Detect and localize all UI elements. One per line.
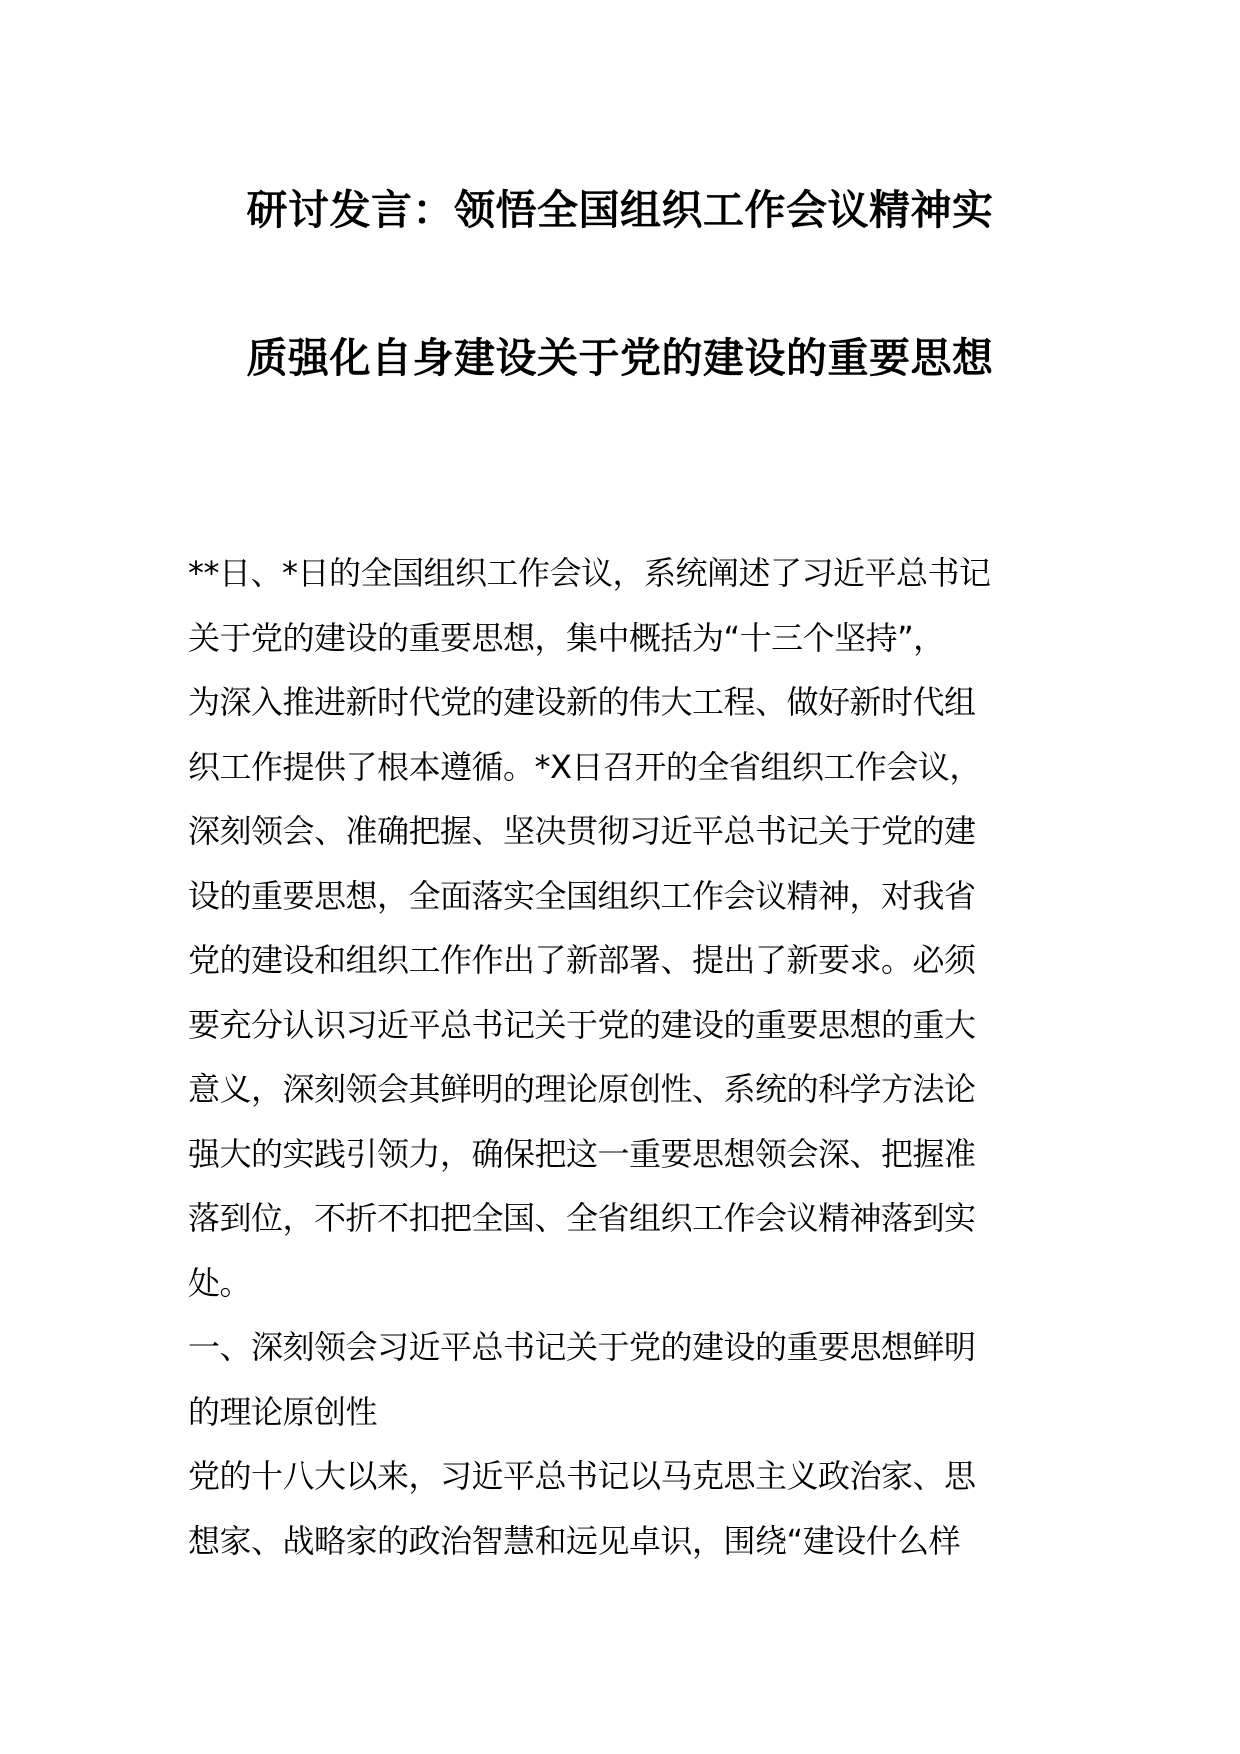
body-line: 为深入推进新时代党的建设新的伟大工程、做好新时代组 (188, 683, 976, 721)
body-line: 落到位，不折不扣把全国、全省组织工作会议精神落到实 (188, 1199, 976, 1237)
body-line: 党的建设和组织工作作出了新部署、提出了新要求。必须 (188, 941, 976, 979)
body-line: 深刻领会、准确把握、坚决贯彻习近平总书记关于党的建 (188, 812, 976, 850)
body-line: 设的重要思想，全面落实全国组织工作会议精神，对我省 (188, 876, 976, 915)
section-heading-line: 一、深刻领会习近平总书记关于党的建设的重要思想鲜明 (188, 1328, 976, 1366)
body-line: 意义，深刻领会其鲜明的理论原创性、系统的科学方法论 (188, 1070, 976, 1108)
body-line: 想家、战略家的政治智慧和远见卓识，围绕“建设什么样 (188, 1521, 961, 1560)
body-line: 织工作提供了根本遵循。*X日召开的全省组织工作会议， (188, 747, 981, 786)
body-line: 关于党的建设的重要思想，集中概括为“十三个坚持”， (188, 618, 945, 657)
document-title-line-1: 研讨发言：领悟全国组织工作会议精神实 (246, 186, 994, 234)
body-line: **日、*日的全国组织工作会议，系统阐述了习近平总书记 (188, 554, 991, 592)
document-body (188, 541, 1058, 1573)
body-line: 要充分认识习近平总书记关于党的建设的重要思想的重大 (188, 1005, 976, 1044)
section-heading-line: 的理论原创性 (188, 1392, 378, 1431)
document-title-line-2: 质强化自身建设关于党的建设的重要思想 (246, 334, 994, 382)
body-line: 处。 (188, 1263, 252, 1302)
body-line: 党的十八大以来，习近平总书记以马克思主义政治家、思 (188, 1457, 976, 1495)
body-line: 强大的实践引领力，确保把这一重要思想领会深、把握准 (188, 1134, 976, 1173)
